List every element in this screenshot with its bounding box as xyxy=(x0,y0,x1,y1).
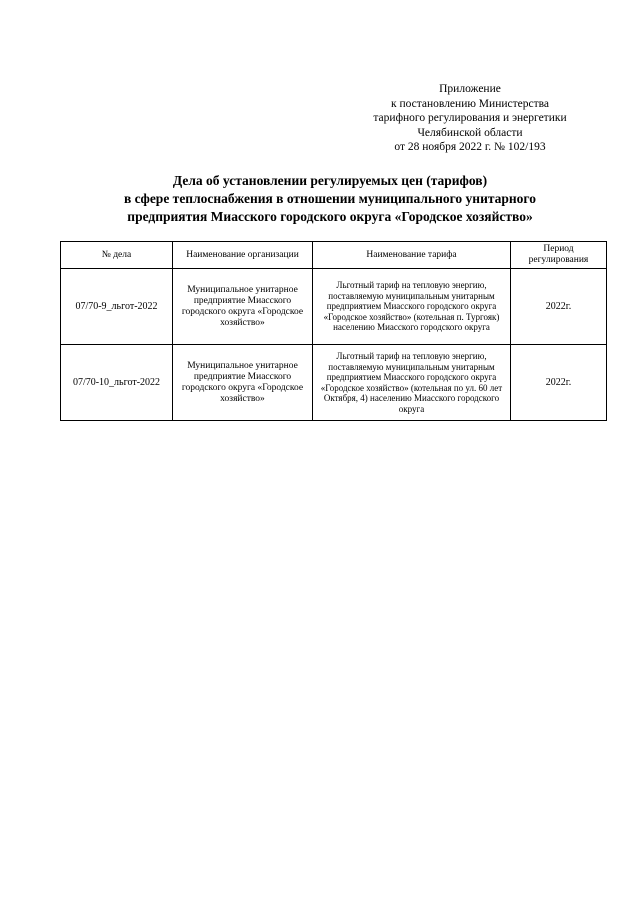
table-row xyxy=(61,269,607,345)
case-number-cell: 07/70-10_льгот-2022 xyxy=(61,345,173,421)
header-period: Период регулирования xyxy=(511,242,607,269)
appendix-line: к постановлению Министерства xyxy=(390,97,549,110)
title-line: предприятия Миасского городского округа «Городское хозяйство» xyxy=(127,209,533,224)
period-cell: 2022г. xyxy=(511,345,607,421)
table-header-row xyxy=(61,242,607,269)
title-line: в сфере теплоснабжения в отношении муниципального унитарного xyxy=(124,191,536,206)
table-row xyxy=(61,345,607,421)
tariff-cell: Льготный тариф на тепловую энергию, поставляемую муниципальным унитарным предприятием Миасского городского округа «Городское хозяйство» (котельная по ул. 60 лет Октября, 4) населению Миасского городского округа xyxy=(313,345,511,421)
organization-cell: Муниципальное унитарное предприятие Миасского городского округа «Городское хозяйство» xyxy=(173,269,313,345)
appendix-line: Приложение xyxy=(439,83,501,95)
appendix-line: от 28 ноября 2022 г. № 102/193 xyxy=(394,141,546,153)
tariff-cell: Льготный тариф на тепловую энергию, поставляемую муниципальным унитарным предприятием Миасского городского округа «Городское хозяйство» (котельная п. Тургояк) населению Миасского городского округа xyxy=(313,269,511,345)
appendix-header xyxy=(340,82,600,155)
header-case-no: № дела xyxy=(61,242,173,269)
case-number-cell: 07/70-9_льгот-2022 xyxy=(61,269,173,345)
organization-cell: Муниципальное унитарное предприятие Миасского городского округа «Городское хозяйство» xyxy=(173,345,313,421)
cases-table xyxy=(60,241,607,421)
header-organization: Наименование организации xyxy=(173,242,313,269)
document-title xyxy=(40,172,620,226)
period-cell: 2022г. xyxy=(511,269,607,345)
title-line: Дела об установлении регулируемых цен (тарифов) xyxy=(172,173,488,188)
appendix-line: Челябинской области xyxy=(417,126,523,139)
appendix-line: тарифного регулирования и энергетики xyxy=(373,112,567,124)
header-tariff: Наименование тарифа xyxy=(313,242,511,269)
